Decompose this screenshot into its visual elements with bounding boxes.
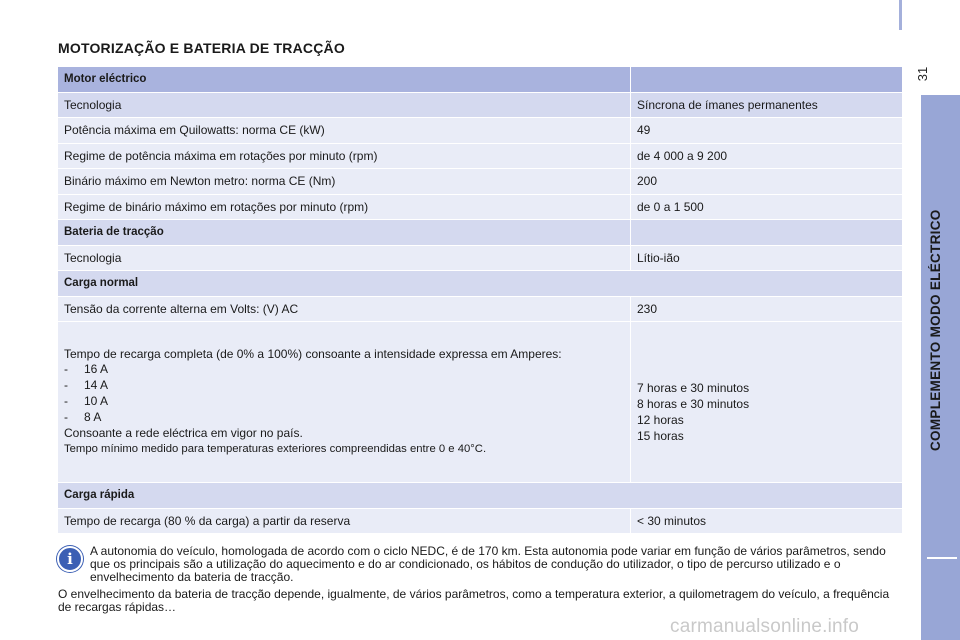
section-header-battery: Bateria de tracção [58,220,631,246]
charge-note: Consoante a rede eléctrica em vigor no país. [64,426,303,440]
row-value: 200 [631,169,903,195]
row-value: < 30 minutos [631,508,903,534]
row-label: Potência máxima em Quilowatts: norma CE (kW) [58,118,631,144]
table-row [58,483,903,509]
section-header-motor: Motor eléctrico [58,67,631,93]
row-label: Tecnologia [58,92,631,118]
row-label: Regime de potência máxima em rotações por minuto (rpm) [58,143,631,169]
amp-value: 10 A [84,394,109,408]
info-icon: i [57,546,83,572]
page-title: MOTORIZAÇÃO E BATERIA DE TRACÇÃO [58,40,345,56]
table-row [58,271,903,297]
charge-note: Tempo mínimo medido para temperaturas exteriores compreendidas entre 0 e 40°C. [64,443,487,455]
charge-time-value: 15 horas [637,429,684,443]
row-label: Tempo de recarga (80 % da carga) a partir da reserva [58,508,631,534]
charge-time-value: 8 horas e 30 minutos [637,397,750,411]
table-row [58,245,903,271]
row-label: Regime de binário máximo em rotações por minuto (rpm) [58,194,631,220]
table-row [58,296,903,322]
amp-value: 14 A [84,378,109,392]
table-row [58,169,903,195]
page-number: 31 [915,66,930,82]
row-value: Lítio-ião [631,245,903,271]
side-tab-divider [927,557,957,559]
table-row [58,220,903,246]
section-header-blank [631,220,903,246]
table-row [58,322,903,483]
amp-value: 8 A [84,410,102,424]
row-value: Síncrona de ímanes permanentes [631,92,903,118]
row-value: 230 [631,296,903,322]
section-header-blank [631,67,903,93]
table-row [58,194,903,220]
table-row [58,92,903,118]
row-label: Tensão da corrente alterna em Volts: (V) AC [58,296,631,322]
charge-time-value: 7 horas e 30 minutos [637,381,750,395]
table-row [58,118,903,144]
section-header-fast-charge: Carga rápida [58,483,903,509]
row-label: Binário máximo em Newton metro: norma CE (Nm) [58,169,631,195]
charge-times-cell [631,322,903,483]
list-item: - 10 A [64,394,109,408]
table-row [58,143,903,169]
list-item: - 16 A [64,362,109,376]
list-item: - 8 A [64,410,102,424]
amp-value: 16 A [84,362,109,376]
top-decor-line [899,0,902,30]
row-label: Tecnologia [58,245,631,271]
list-item: - 14 A [64,378,109,392]
table-row [58,508,903,534]
row-value: de 0 a 1 500 [631,194,903,220]
footer-paragraph: O envelhecimento da bateria de tracção depende, igualmente, de vários parâmetros, como a temperatura exterior, a quilometragem do veículo, a frequência de recargas rápidas… [58,587,890,614]
charge-time-cell [58,322,631,483]
info-paragraph: A autonomia do veículo, homologada de acordo com o ciclo NEDC, é de 170 km. Esta autonomia pode variar em função de vários parâmetros, sendo que os principais são a utilização do aquecimento e do ar condicionado, os hábitos de condução do utilizador, o tipo de percurso utilizado e o envelhecimento da bateria de tracção. [90,544,886,584]
charge-time-value: 12 horas [637,413,684,427]
section-header-normal-charge: Carga normal [58,271,903,297]
chapter-side-title: COMPLEMENTO MODO ELÉCTRICO [928,209,943,451]
charge-time-intro: Tempo de recarga completa (de 0% a 100%) consoante a intensidade expressa em Amperes: [64,347,562,361]
watermark: carmanualsonline.info [670,616,860,637]
row-value: de 4 000 a 9 200 [631,143,903,169]
row-value: 49 [631,118,903,144]
spec-table [57,66,903,534]
table-row [58,67,903,93]
